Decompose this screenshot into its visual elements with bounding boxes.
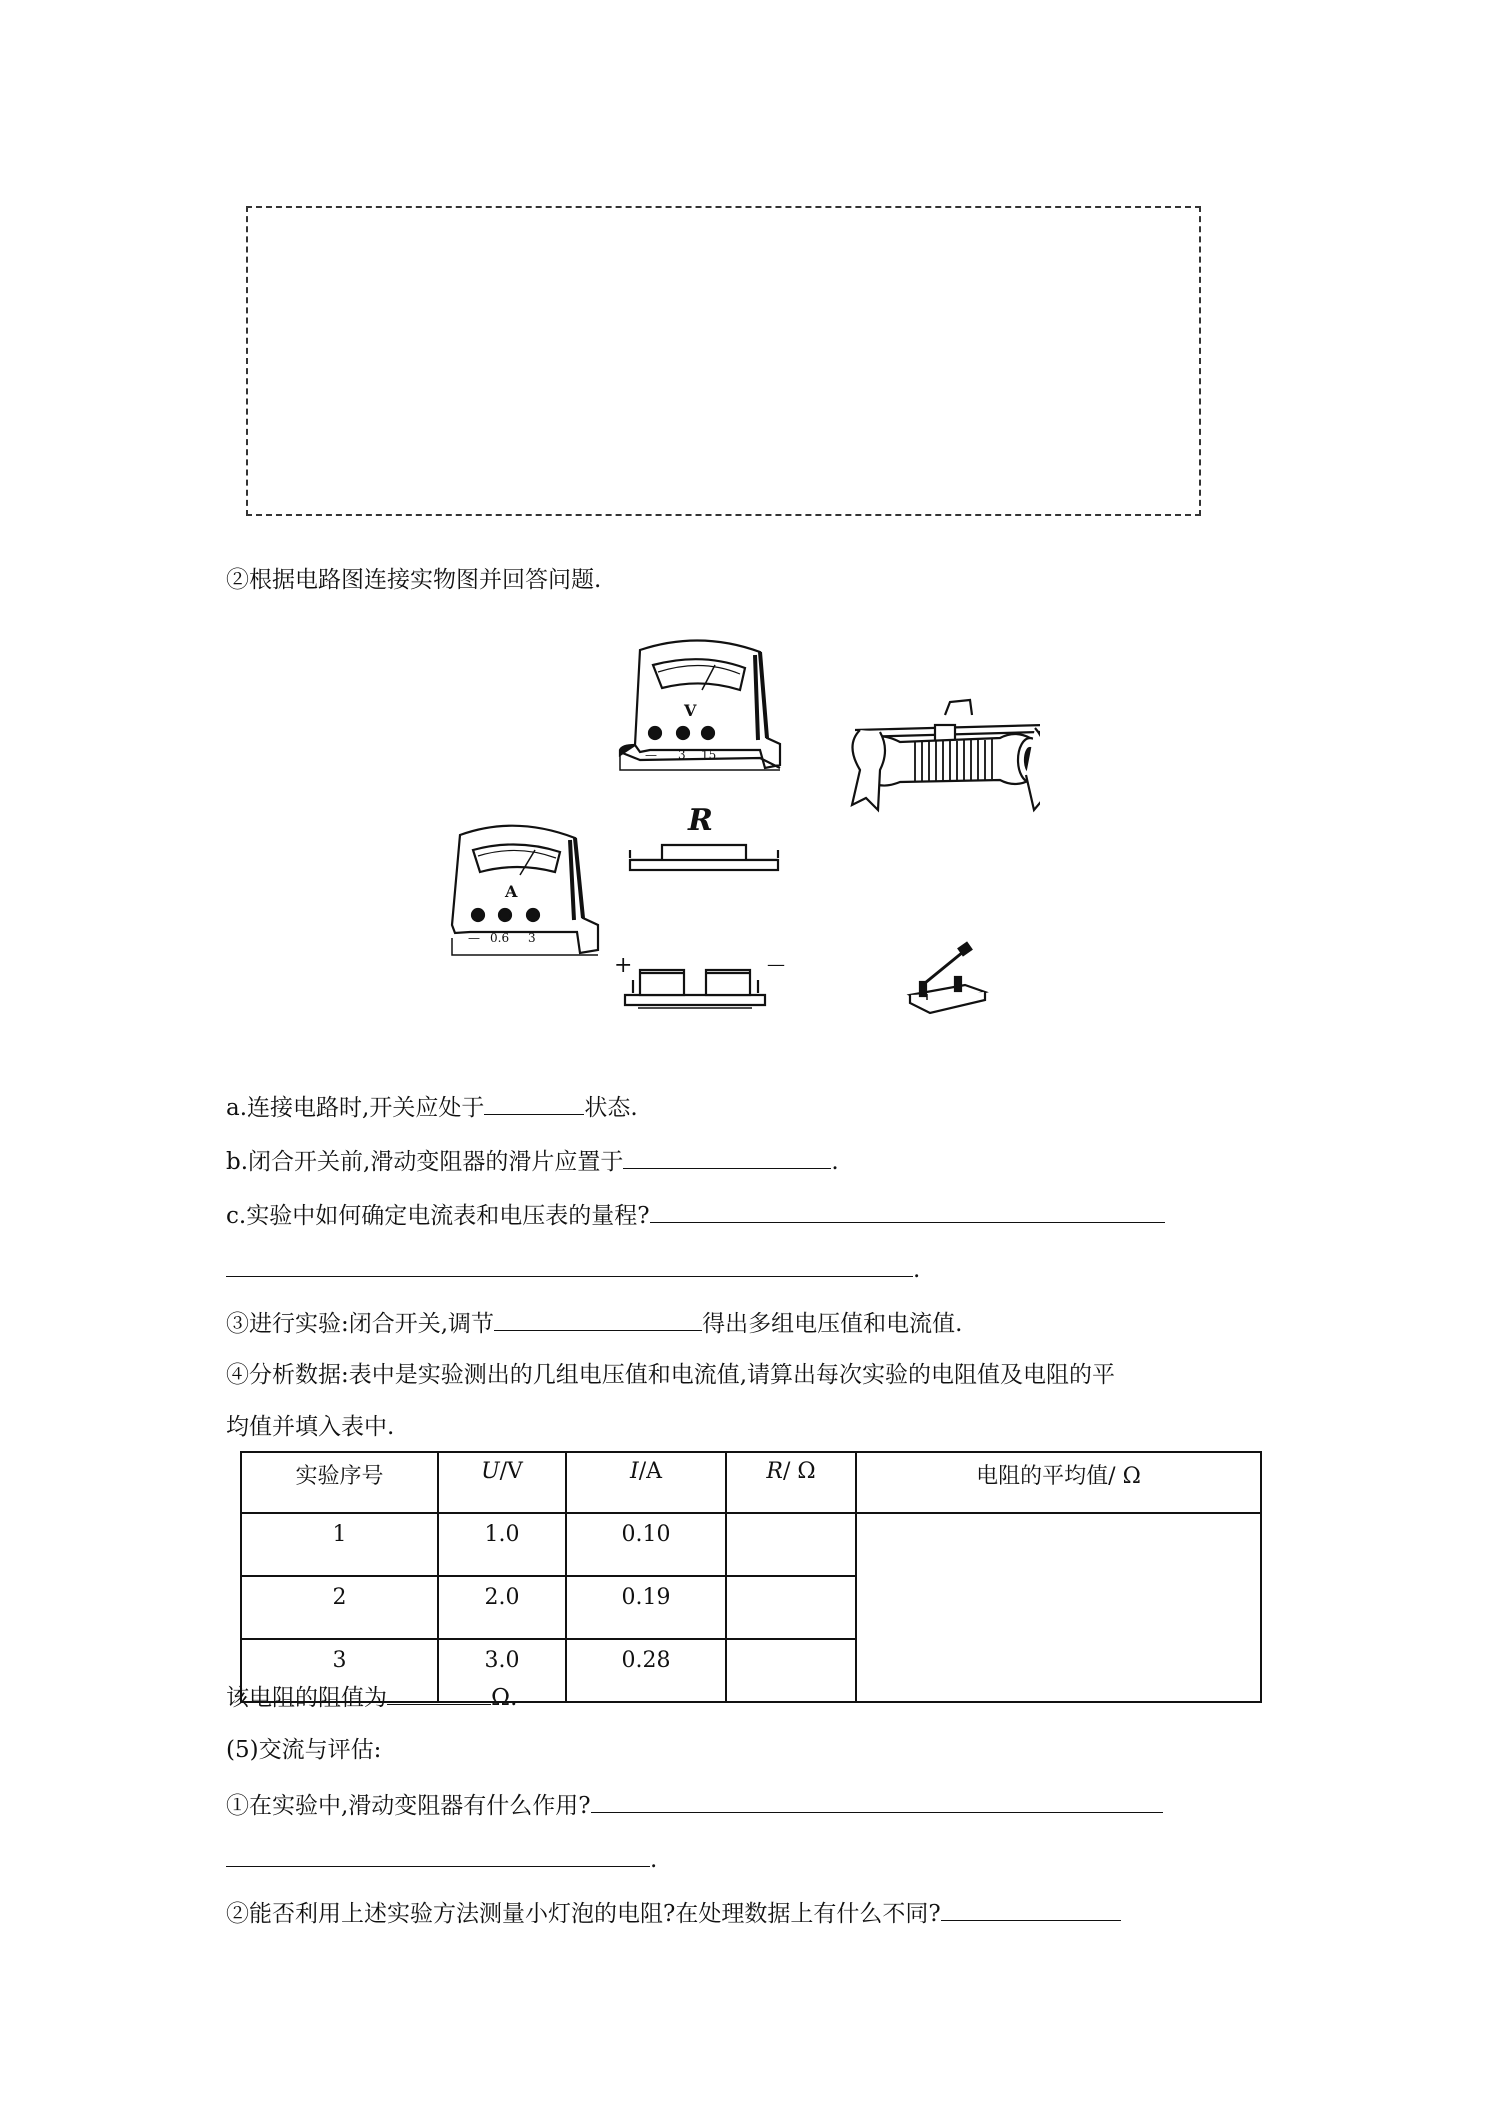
step3 [226, 1306, 962, 1340]
voltmeter-terminal-15: 15 [701, 748, 717, 762]
header-current-unit: /A [638, 1459, 662, 1484]
ammeter-terminal-06: 0.6 [490, 931, 510, 945]
step4-line1: ④分析数据:表中是实验测出的几组电压值和电流值,请算出每次实验的电阻值及电阻的平 [226, 1362, 1116, 1388]
cell-index: 2 [241, 1576, 438, 1639]
cell-resistance-input[interactable] [726, 1639, 856, 1702]
cell-voltage: 1.0 [438, 1513, 566, 1576]
cell-index: 3 [241, 1639, 438, 1702]
question-b-end: . [831, 1149, 839, 1175]
cell-current: 0.28 [566, 1639, 726, 1702]
question-a-blank[interactable] [484, 1090, 584, 1115]
question-a-text: a.连接电路时,开关应处于 [226, 1095, 485, 1121]
question-c-blank-2[interactable] [226, 1252, 913, 1277]
knife-switch [910, 943, 985, 1013]
step3-blank[interactable] [494, 1306, 702, 1331]
cell-voltage: 3.0 [438, 1639, 566, 1702]
eval-question-1-blank-1[interactable] [591, 1788, 1163, 1813]
header-index: 实验序号 [241, 1452, 438, 1513]
question-c [226, 1198, 1165, 1232]
rheostat [852, 700, 1040, 810]
battery-minus: — [767, 954, 785, 975]
header-current [566, 1452, 726, 1513]
header-current-symbol: I [629, 1459, 639, 1484]
question-a-end: 状态. [584, 1095, 638, 1121]
cell-resistance-input[interactable] [726, 1576, 856, 1639]
cell-voltage: 2.0 [438, 1576, 566, 1639]
header-resistance-unit: / Ω [782, 1459, 816, 1484]
step4-line2: 均值并填入表中. [226, 1414, 395, 1440]
cell-current: 0.19 [566, 1576, 726, 1639]
eval-question-1-blank-2[interactable] [226, 1842, 650, 1867]
ammeter [452, 826, 598, 955]
question-b-text: b.闭合开关前,滑动变阻器的滑片应置于 [226, 1149, 624, 1175]
cell-average-input[interactable] [856, 1513, 1261, 1702]
apparatus-figure [440, 620, 1040, 1020]
header-average: 电阻的平均值/ Ω [856, 1452, 1261, 1513]
eval-question-1 [226, 1788, 1163, 1822]
cell-index: 1 [241, 1513, 438, 1576]
eval-question-2-blank[interactable] [941, 1896, 1121, 1921]
step3-end: 得出多组电压值和电流值. [702, 1311, 963, 1337]
question-c-text: c.实验中如何确定电流表和电压表的量程? [226, 1203, 650, 1229]
battery [614, 953, 785, 1008]
question-a [226, 1090, 638, 1124]
resistor-label: R [688, 803, 713, 838]
eval-question-1-continued [226, 1842, 657, 1876]
eval-question-1-end: . [650, 1847, 658, 1873]
table-header-row [241, 1452, 1261, 1513]
header-voltage [438, 1452, 566, 1513]
resistor [630, 803, 778, 870]
question-c-end: . [913, 1257, 921, 1283]
eval-question-1-text: ①在实验中,滑动变阻器有什么作用? [226, 1793, 591, 1819]
question-b [226, 1144, 839, 1178]
question-b-blank[interactable] [623, 1144, 831, 1169]
circuit-drawing-box[interactable] [246, 206, 1201, 516]
voltmeter-terminal-minus: — [645, 748, 657, 762]
ammeter-terminal-3: 3 [528, 931, 536, 945]
header-voltage-symbol: U [481, 1459, 500, 1484]
step3-text: ③进行实验:闭合开关,调节 [226, 1311, 495, 1337]
data-table [240, 1451, 1262, 1703]
voltmeter-terminal-3: 3 [678, 748, 686, 762]
resistance-line [226, 1680, 517, 1714]
question-c-continued [226, 1252, 920, 1286]
part5-title: (5)交流与评估: [226, 1737, 382, 1763]
question-c-blank-1[interactable] [650, 1198, 1165, 1223]
table-row [241, 1513, 1261, 1576]
cell-current: 0.10 [566, 1513, 726, 1576]
voltmeter [620, 640, 780, 770]
cell-resistance-input[interactable] [726, 1513, 856, 1576]
ammeter-letter: A [505, 882, 518, 901]
resistance-blank[interactable] [387, 1680, 491, 1705]
step2-title: ②根据电路图连接实物图并回答问题. [226, 567, 602, 593]
eval-question-2-text: ②能否利用上述实验方法测量小灯泡的电阻?在处理数据上有什么不同? [226, 1901, 941, 1927]
resistance-line-end: Ω. [491, 1685, 518, 1711]
resistance-line-text: 该电阻的阻值为 [226, 1685, 387, 1711]
ammeter-terminal-minus: — [468, 931, 480, 945]
header-resistance-symbol: R [766, 1459, 783, 1484]
header-voltage-unit: /V [499, 1459, 523, 1484]
header-resistance [726, 1452, 856, 1513]
battery-plus: + [614, 953, 633, 978]
eval-question-2 [226, 1896, 1121, 1930]
voltmeter-letter: V [684, 701, 697, 720]
